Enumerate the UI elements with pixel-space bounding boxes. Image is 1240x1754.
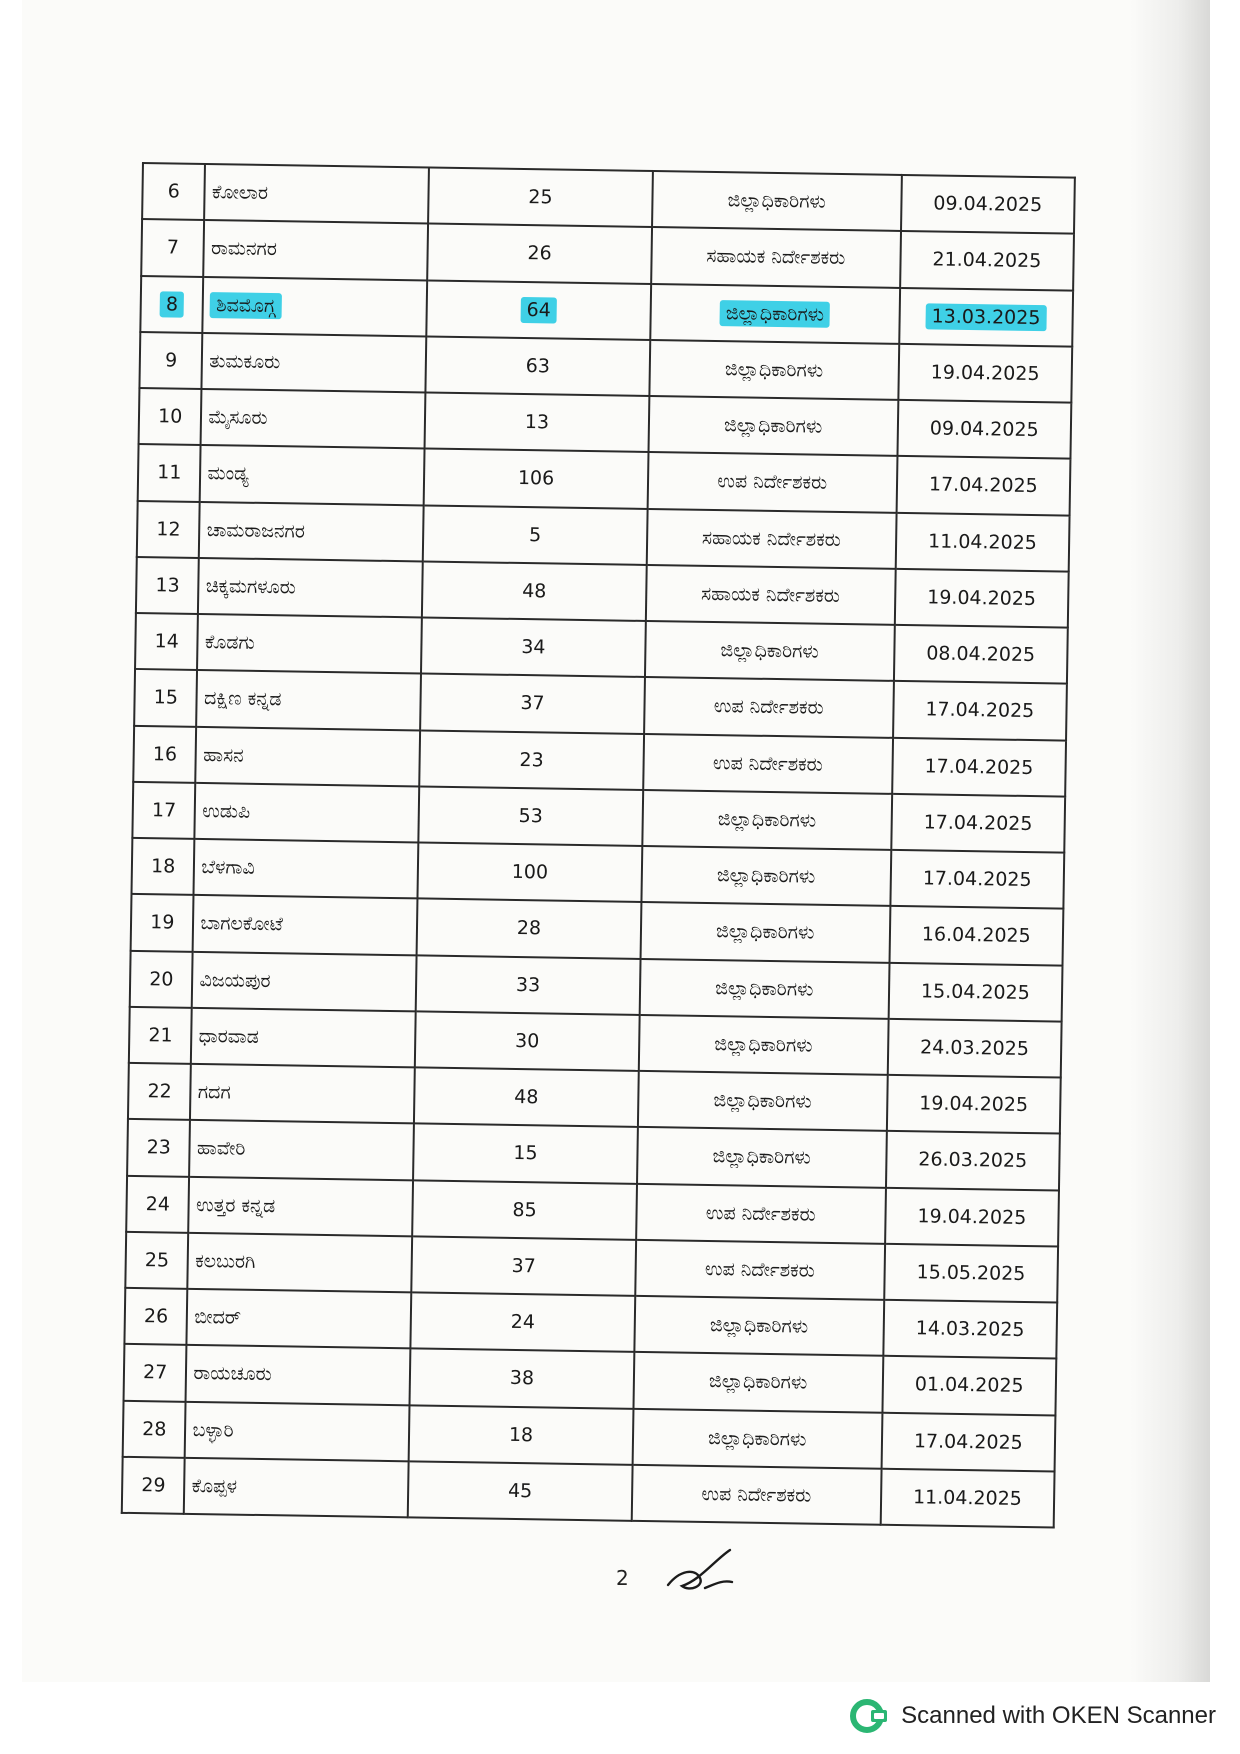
authority-cell-text: ಜಿಲ್ಲಾಧಿಕಾರಿಗಳು [727,189,826,213]
district-name-cell-text: ಬಳ್ಳಾರಿ [192,1418,234,1442]
date-cell [893,681,1067,740]
authority-cell [632,1465,882,1525]
serial-number-cell-text: 27 [142,1361,168,1384]
district-name-cell [189,1176,414,1236]
serial-number-cell-text: 25 [144,1249,170,1272]
count-cell [426,336,651,396]
count-cell [421,617,646,677]
authority-cell [634,1296,884,1356]
authority-cell-text: ಜಿಲ್ಲಾಧಿಕಾರಿಗಳು [724,358,824,382]
authority-cell-text: ಉಪ ನಿರ್ದೇಶಕರು [705,1201,816,1226]
serial-number-cell-text: 6 [167,180,180,203]
serial-number-cell [136,557,199,614]
authority-cell [643,733,893,793]
count-cell-text: 100 [511,861,549,884]
serial-number-cell [139,332,202,389]
serial-number-cell-text: 9 [164,349,178,372]
count-cell-text: 25 [528,186,553,209]
serial-number-cell [127,1119,190,1176]
district-name-cell-text: ಮೈಸೂರು [208,406,268,430]
table-body [122,163,1075,1527]
count-cell-text: 53 [518,804,544,828]
serial-number-cell [141,219,204,276]
count-cell [411,1236,636,1296]
authority-cell [645,621,895,681]
serial-number-cell-text: 29 [141,1474,166,1497]
date-cell [892,737,1066,796]
scanner-text: Scanned with OKEN Scanner [901,1702,1216,1729]
district-name-cell-text: ಗದಗ [197,1081,231,1104]
date-cell [890,850,1064,909]
count-cell [426,280,651,340]
district-name-cell [190,1064,415,1124]
date-cell [889,906,1063,965]
district-name-cell-text: ಉತ್ತರ ಕನ್ನಡ [195,1193,276,1217]
count-cell [427,224,652,284]
serial-number-cell-text: 11 [157,461,182,485]
district-name-cell-text: ರಾಮನಗರ [210,237,278,261]
serial-number-cell [140,276,203,333]
serial-number-cell-text: 16 [152,742,178,766]
authority-cell [641,846,891,906]
count-cell-text: 48 [514,1086,539,1109]
authority-cell-text: ಉಪ ನಿರ್ದೇಶಕರು [701,1482,812,1507]
serial-number-cell [131,894,194,951]
date-cell-text: 16.04.2025 [921,923,1031,948]
count-cell [412,1180,637,1240]
serial-number-cell-text: 18 [150,855,176,878]
count-cell-text: 5 [528,523,542,546]
serial-number-cell [123,1400,186,1457]
date-cell [899,287,1073,346]
count-cell [409,1405,634,1465]
date-cell-text: 17.04.2025 [923,811,1033,835]
district-name-cell-text: ಕೊಡಗು [204,631,255,654]
date-cell [895,512,1069,571]
serial-number-cell-text: 22 [147,1080,172,1103]
signature-mark [660,1540,750,1600]
count-cell-text: 37 [511,1254,536,1278]
serial-number-cell [126,1175,189,1232]
district-name-cell [205,164,430,224]
authority-cell [644,677,894,737]
date-cell [891,794,1065,853]
authority-cell-text: ಜಿಲ್ಲಾಧಿಕಾರಿಗಳು [709,1314,809,1338]
authority-cell [651,227,901,287]
authority-cell-text: ಸಹಾಯಕ ನಿರ್ದೇಶಕರು [706,245,846,270]
authority-cell-text: ಉಪ ನಿರ್ದೇಶಕರು [704,1257,815,1282]
count-cell [408,1461,633,1521]
serial-number-cell-text: 23 [146,1136,172,1159]
date-cell [880,1469,1054,1528]
district-name-cell [198,558,423,618]
date-cell [894,625,1068,684]
date-cell [898,344,1072,403]
authority-cell [642,790,892,850]
count-cell-text: 28 [516,917,542,940]
district-name-cell-text: ಹಾವೇರಿ [196,1137,246,1161]
count-cell-text: 45 [507,1479,533,1503]
date-cell-text: 11.04.2025 [927,530,1038,554]
serial-number-cell [139,388,202,445]
district-name-cell [201,389,426,449]
authority-cell-text: ಜಿಲ್ಲಾಧಿಕಾರಿಗಳು [716,864,816,888]
count-cell [417,899,642,959]
date-cell-text: 19.04.2025 [919,1092,1029,1117]
authority-cell-text: ಉಪ ನಿರ್ದೇಶಕರು [713,695,824,720]
count-cell [425,392,650,452]
date-cell [885,1187,1059,1246]
district-name-cell [199,501,424,561]
serial-number-cell-text: 7 [166,236,180,259]
district-name-cell [191,1008,416,1068]
date-cell-text: 19.04.2025 [927,586,1037,610]
serial-number-cell-text: 10 [157,405,183,428]
authority-cell-text: ಜಿಲ್ಲಾಧಿಕಾರಿಗಳು [717,808,817,832]
count-cell-text: 15 [513,1142,538,1165]
page-edge-shadow [1130,0,1210,1682]
count-cell-text: 38 [509,1367,535,1390]
district-name-cell [202,333,427,393]
authority-cell [648,396,898,456]
district-name-cell-text: ಚಾಮರಾಜನಗರ [206,518,306,543]
date-cell [884,1244,1058,1303]
count-cell-text: 106 [517,467,555,490]
district-name-cell [188,1233,413,1293]
district-name-cell [197,670,422,730]
district-name-cell [196,726,421,786]
date-cell [894,569,1068,628]
authority-cell-text: ಸಹಾಯಕ ನಿರ್ದೇಶಕರು [701,526,841,551]
district-name-cell [204,220,429,280]
serial-number-cell [134,669,197,726]
serial-number-cell [124,1344,187,1401]
date-cell-text: 14.03.2025 [915,1317,1025,1342]
district-name-cell-text: ದಕ್ಷಿಣ ಕನ್ನಡ [203,687,282,711]
date-cell-text: 17.04.2025 [924,754,1034,779]
authority-cell-text: ಜಿಲ್ಲಾಧಿಕಾರಿಗಳು [715,976,814,1001]
page-number: 2 [616,1566,629,1590]
authority-cell [632,1408,882,1468]
serial-number-cell-text: 12 [156,517,181,541]
serial-number-cell [137,500,200,557]
serial-number-cell-text: 13 [155,574,180,597]
authority-cell-text: ಸಹಾಯಕ ನಿರ್ದೇಶಕರು [700,582,841,607]
district-name-cell-text: ಹಾಸನ [202,743,244,767]
count-cell-text: 63 [525,354,551,378]
district-name-cell-text: ಬೆಳಗಾವಿ [201,856,255,879]
authority-cell [640,902,890,962]
district-name-cell [184,1458,409,1518]
district-name-cell-text: ಬೀದರ್ [194,1306,242,1329]
count-cell [414,1067,639,1127]
authority-cell [636,1183,886,1243]
authority-cell-text: ಜಿಲ್ಲಾಧಿಕಾರಿಗಳು [712,1145,811,1170]
authority-cell-text: ಜಿಲ್ಲಾಧಿಕಾರಿಗಳು [720,300,831,328]
scanner-watermark [849,1696,1216,1736]
authority-cell [652,171,902,231]
authority-cell [646,565,896,625]
count-cell [422,561,647,621]
serial-number-cell-text: 21 [148,1024,173,1047]
serial-number-cell [129,1007,192,1064]
district-name-cell [200,445,425,505]
count-cell [428,168,653,228]
date-cell-text: 19.04.2025 [930,361,1040,385]
district-name-cell [187,1289,412,1349]
count-cell [419,730,644,790]
count-cell-text: 26 [527,242,552,265]
date-cell [883,1300,1057,1359]
district-name-cell-text: ಧಾರವಾಡ [198,1024,259,1048]
authority-cell-text: ಜಿಲ್ಲಾಧಿಕಾರಿಗಳು [720,639,819,663]
serial-number-cell-text: 8 [160,291,184,317]
date-cell-text: 13.03.2025 [925,303,1046,331]
serial-number-cell-text: 26 [143,1305,169,1328]
serial-number-cell-text: 17 [151,799,177,822]
count-cell-text: 30 [514,1029,540,1053]
date-cell-text: 26.03.2025 [918,1148,1028,1173]
serial-number-cell [135,613,198,670]
authority-cell-text: ಉಪ ನಿರ್ದೇಶಕರು [712,751,823,776]
district-table [121,162,1076,1529]
serial-number-cell-text: 15 [153,686,179,710]
count-cell [418,786,643,846]
date-cell-text: 01.04.2025 [914,1373,1024,1398]
count-cell-text: 34 [521,636,546,659]
district-name-cell-text: ಕೋಲಾರ [211,181,269,205]
date-cell [886,1131,1060,1190]
authority-cell-text: ಜಿಲ್ಲಾಧಿಕಾರಿಗಳು [713,1089,812,1113]
district-name-cell-text: ಕೊಪ್ಪಳ [191,1474,238,1498]
district-name-cell-text: ತುಮಕೂರು [209,349,281,374]
serial-number-cell [131,838,194,895]
date-cell-text: 17.04.2025 [928,473,1038,498]
date-cell [900,231,1074,290]
date-cell-text: 24.03.2025 [919,1036,1030,1060]
count-cell [418,842,643,902]
count-cell [413,1124,638,1184]
serial-number-cell [133,725,196,782]
date-cell-text: 17.04.2025 [913,1429,1023,1454]
date-cell-text: 19.04.2025 [917,1204,1027,1229]
authority-cell [639,1015,889,1075]
authority-cell-text: ಜಿಲ್ಲಾಧಿಕಾರಿಗಳು [715,920,815,945]
count-cell-text: 23 [519,748,544,772]
count-cell-text: 64 [520,297,557,324]
district-name-cell [193,895,418,955]
date-cell-text: 21.04.2025 [932,248,1042,273]
date-cell-text: 17.04.2025 [925,698,1035,723]
serial-number-cell-text: 28 [142,1417,167,1441]
serial-number-cell-text: 14 [154,630,179,653]
authority-cell [649,340,899,400]
district-name-cell [190,1120,415,1180]
authority-cell [637,1127,887,1187]
authority-cell [650,284,900,344]
count-cell-text: 48 [522,579,547,603]
serial-number-cell-text: 19 [150,911,175,934]
serial-number-cell-text: 20 [149,967,174,991]
date-cell [888,962,1062,1021]
authority-cell-text: ಜಿಲ್ಲಾಧಿಕಾರಿಗಳು [708,1370,808,1394]
date-cell-text: 11.04.2025 [912,1486,1023,1510]
authority-cell-text: ಜಿಲ್ಲಾಧಿಕಾರಿಗಳು [707,1426,807,1451]
date-cell-text: 08.04.2025 [926,642,1036,667]
date-cell [896,456,1070,515]
date-cell [887,1019,1061,1078]
district-name-cell [195,783,420,843]
serial-number-cell [130,950,193,1007]
oken-scanner-logo-icon [849,1696,889,1736]
district-name-cell-text: ಕಲಬುರಗಿ [195,1249,256,1273]
count-cell [420,674,645,734]
district-name-cell-text: ಉಡುಪಿ [202,799,251,823]
count-cell [423,505,648,565]
serial-number-cell [125,1232,188,1289]
district-name-cell [186,1345,411,1405]
district-name-cell [185,1401,410,1461]
count-cell-text: 37 [520,692,545,715]
date-cell-text: 15.04.2025 [920,979,1030,1004]
authority-cell [639,958,889,1018]
count-cell [416,955,641,1015]
count-cell [424,449,649,509]
district-name-cell-text: ವಿಜಯಪುರ [199,968,271,992]
date-cell-text: 09.04.2025 [933,192,1043,217]
date-cell [901,175,1075,234]
date-cell [887,1075,1061,1134]
district-name-cell-text: ರಾಯಚೂರು [193,1362,272,1386]
count-cell-text: 18 [508,1423,534,1446]
count-cell-text: 85 [512,1198,537,1221]
district-name-cell-text: ಮಂಡ್ಯ [207,462,249,486]
district-name-cell [203,276,428,336]
authority-cell-text: ಜಿಲ್ಲಾಧಿಕಾರಿಗಳು [723,414,823,438]
authority-cell [635,1240,885,1300]
count-cell [415,1011,640,1071]
count-cell-text: 33 [515,973,541,996]
serial-number-cell [142,163,205,220]
serial-number-cell-text: 24 [145,1192,171,1216]
authority-cell [638,1071,888,1131]
district-name-cell-text: ಬಾಗಲಕೋಟೆ [200,912,284,936]
district-name-cell-text: ಶಿವಮೊಗ್ಗ [210,292,281,319]
authority-cell [633,1352,883,1412]
count-cell [411,1292,636,1352]
serial-number-cell [132,782,195,839]
authority-cell [647,452,897,512]
count-cell-text: 13 [524,411,550,434]
date-cell-text: 15.05.2025 [916,1261,1026,1285]
date-cell [881,1412,1055,1471]
serial-number-cell [122,1457,185,1514]
count-cell-text: 24 [510,1311,536,1334]
district-name-cell [197,614,422,674]
district-name-cell [194,839,419,899]
date-cell [897,400,1071,459]
serial-number-cell [124,1288,187,1345]
date-cell-text: 09.04.2025 [929,417,1039,442]
district-name-cell-text: ಚಿಕ್ಕಮಗಳೂರು [205,574,296,599]
date-cell-text: 17.04.2025 [922,867,1032,892]
authority-cell-text: ಜಿಲ್ಲಾಧಿಕಾರಿಗಳು [714,1032,813,1057]
authority-cell [647,508,897,568]
date-cell [882,1356,1056,1415]
authority-cell-text: ಉಪ ನಿರ್ದೇಶಕರು [717,470,828,495]
serial-number-cell [128,1063,191,1120]
serial-number-cell [138,444,201,501]
count-cell [410,1349,635,1409]
district-name-cell [192,951,417,1011]
